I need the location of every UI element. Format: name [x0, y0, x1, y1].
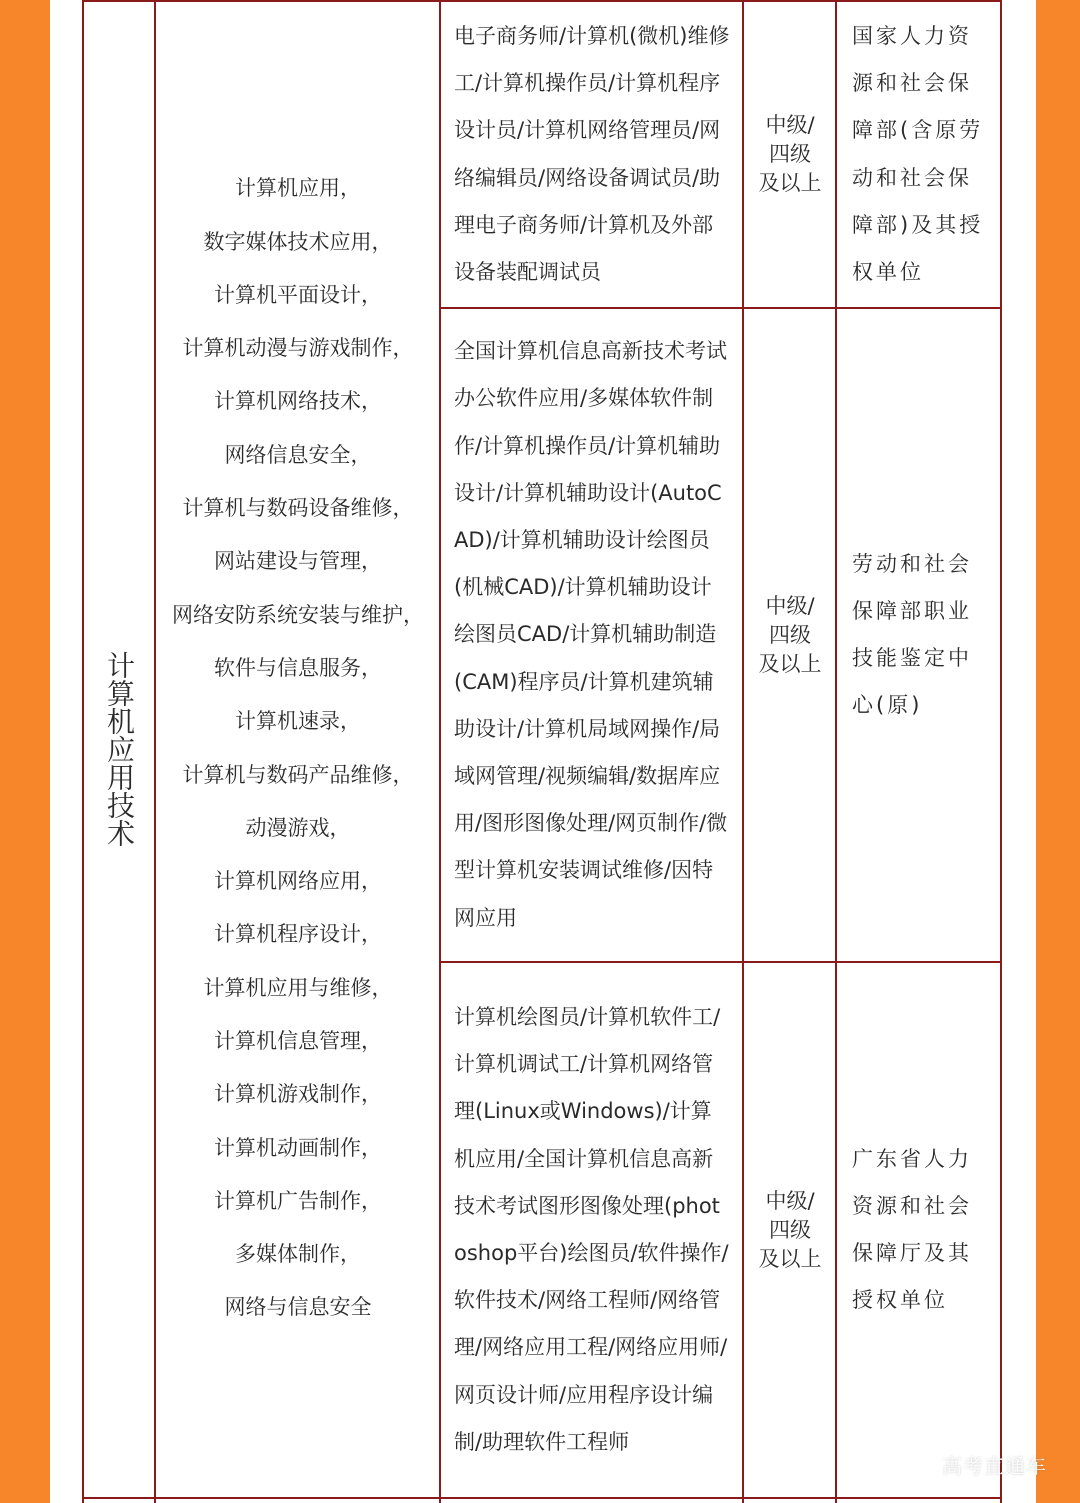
certificate-cell [442, 309, 742, 961]
level-text: 中级/ 四级 及以上 [758, 1188, 822, 1271]
level-cell [745, 963, 835, 1497]
table-border-bottom [82, 1497, 1002, 1499]
category-cell [84, 0, 154, 1497]
issuer-text: 国家人力资源和社会保障部(含原劳动和社会保障部)及其授权单位 [852, 23, 984, 284]
major-item: 计算机广告制作， [214, 1188, 382, 1213]
level-cell [745, 2, 835, 307]
table-border [439, 0, 441, 1503]
major-item: 计算机应用与维修， [203, 975, 393, 1000]
major-item: 网络与信息安全 [224, 1295, 372, 1320]
majors-cell [157, 0, 439, 1497]
major-item: 计算机平面设计， [214, 282, 382, 307]
major-item: 软件与信息服务， [214, 655, 382, 680]
major-item: 计算机游戏制作， [214, 1082, 382, 1107]
major-item: 计算机与数码设备维修， [182, 496, 414, 521]
major-item: 计算机信息管理， [214, 1028, 382, 1053]
issuer-cell [838, 963, 1000, 1497]
certificate-text: 全国计算机信息高新技术考试 办公软件应用/多媒体软件制作/计算机操作员/计算机辅助设计/计算机辅助设计(AutoCAD)/计算机辅助设计绘图员(机械CAD)/计算机辅助设计绘图员CAD/计算机辅助制造(CAM)程序员/计算机建筑辅助设计/计算机局域网操作/局域网管理/视频编辑/数据库应用/图形图像处理/网页制作/微型计算机安装调试维修/因特网应用 [454, 339, 728, 930]
issuer-text: 劳动和社会保障部职业技能鉴定中心(原) [852, 551, 972, 718]
table-border-right [1000, 0, 1002, 1503]
major-item: 计算机网络技术， [214, 389, 382, 414]
certificate-text: 计算机绘图员/计算机软件工/计算机调试工/计算机网络管理(Linux或Windows)/计算机应用/全国计算机信息高新技术考试图形图像处理(photoshop平台)绘图员/软件操作/软件技术/网络工程师/网络管理/网络应用工程/网络应用师/网页设计师/应用程序设计编制/助理软件工程师 [454, 1004, 729, 1454]
table-border [835, 0, 837, 1503]
certificate-text: 电子商务师/计算机(微机)维修工/计算机操作员/计算机程序设计员/计算机网络管理员/网络编辑员/网络设备调试员/助理电子商务师/计算机及外部设备装配调试员 [454, 23, 730, 284]
major-item: 动漫游戏， [245, 815, 351, 840]
watermark: 高考直通车 [942, 1454, 1047, 1478]
issuer-text: 广东省人力资源和社会保障厅及其授权单位 [852, 1146, 972, 1313]
level-cell [745, 309, 835, 961]
major-item: 网络信息安全， [224, 442, 372, 467]
major-item: 计算机应用， [235, 176, 361, 201]
major-item: 计算机网络应用， [214, 869, 382, 894]
major-item: 计算机程序设计， [214, 922, 382, 947]
major-item: 网络安防系统安装与维护， [172, 602, 424, 627]
certificate-cell [442, 963, 742, 1497]
major-item: 计算机速录， [235, 709, 361, 734]
category-title: 计算机应用技术 [103, 650, 136, 847]
majors-list [172, 162, 424, 1335]
issuer-cell [838, 2, 1000, 307]
major-item: 计算机动漫与游戏制作， [182, 336, 414, 361]
table-border [154, 0, 156, 1503]
major-item: 网站建设与管理， [214, 549, 382, 574]
major-item: 计算机与数码产品维修， [182, 762, 414, 787]
level-text: 中级/ 四级 及以上 [758, 593, 822, 676]
certificate-cell [442, 2, 742, 307]
table-border [742, 0, 744, 1503]
level-text: 中级/ 四级 及以上 [758, 113, 822, 195]
major-item: 计算机动画制作， [214, 1135, 382, 1160]
major-item: 多媒体制作， [235, 1242, 361, 1267]
major-item: 数字媒体技术应用， [203, 229, 393, 254]
issuer-cell [838, 309, 1000, 961]
